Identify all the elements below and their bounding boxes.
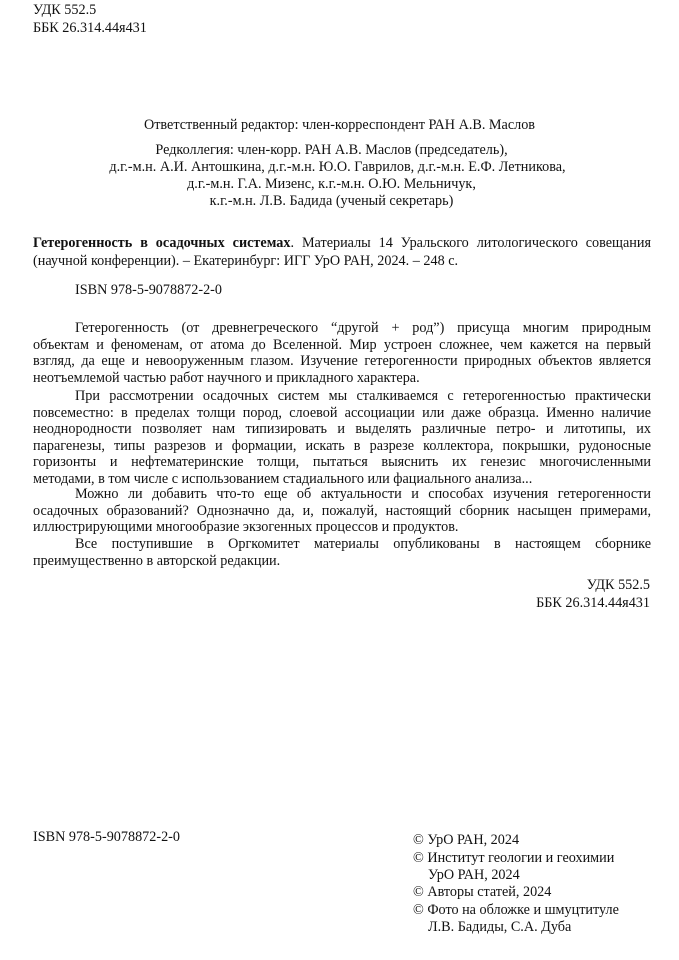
board-line: к.г.-м.н. Л.В. Бадида (ученый секретарь)	[209, 193, 454, 209]
paragraph-line: Гетерогенность (от древнегреческого “другой + род”) присуща многим природным	[75, 320, 651, 336]
citation-text: . Материалы 14 Уральского литологического совещания	[290, 235, 651, 251]
isbn: ISBN 978-5-9078872-2-0	[75, 282, 222, 298]
board-line: д.г.-м.н. Г.А. Мизенс, к.г.-м.н. О.Ю. Мельничук,	[187, 176, 476, 192]
paragraph-line: преимущественно в авторской редакции.	[33, 552, 281, 569]
board-line: Редколлегия: член-корр. РАН А.В. Маслов (председатель),	[155, 142, 508, 158]
copyright: © Институт геологии и геохимии	[413, 850, 615, 866]
paragraph-line: парагенезы, типы разрезов и формации, искать в разрезе коллектора, покрышки, рудоносные	[33, 437, 651, 454]
copyright: Л.В. Бадиды, С.А. Дуба	[428, 919, 572, 935]
book-title: Гетерогенность в осадочных системах	[33, 235, 291, 251]
udk-code: УДК 552.5	[586, 577, 650, 593]
paragraph-line: иллюстрирующими многообразие экзогенных процессов и продуктов.	[33, 519, 459, 535]
paragraph-line: При рассмотрении осадочных систем мы сталкиваемся с гетерогенностью практически	[75, 388, 651, 404]
copyright: © Фото на обложке и шмуцтитуле	[413, 902, 619, 918]
responsible-editor: Ответственный редактор: член-корреспондент РАН А.В. Маслов	[143, 117, 536, 133]
paragraph-line: осадочных образований? Однозначно да, и, пожалуй, настоящий сборник насыщен примерами,	[33, 502, 651, 519]
paragraph-line: методами, в том числе с использованием стадиального или фациального анализа...	[33, 470, 533, 487]
paragraph-line: Все поступившие в Оргкомитет материалы опубликованы в настоящем сборнике	[75, 536, 651, 552]
bbk-code-top: ББК 26.314.44я431	[33, 20, 147, 36]
copyright: © Авторы статей, 2024	[413, 884, 552, 900]
copyright: © УрО РАН, 2024	[413, 832, 520, 848]
paragraph-line: неоднородности позволяет нам типизировать и выделять различные петро- и литотипы, их	[33, 421, 651, 437]
paragraph-line: неотъемлемой частью работ научного и прикладного характера.	[33, 369, 420, 386]
paragraph-line: объектам и феноменам, от атома до Вселенной. Мир устроен сложнее, чем кажется на первый	[33, 336, 651, 353]
paragraph-line: Можно ли добавить что-то еще об актуальности и способах изучения гетерогенности	[75, 486, 651, 502]
bbk-code: ББК 26.314.44я431	[536, 595, 650, 611]
citation-line-2: (научной конференции). – Екатеринбург: ИГГ УрО РАН, 2024. – 248 с.	[33, 253, 459, 269]
board-line: д.г.-м.н. А.И. Антошкина, д.г.-м.н. Ю.О. Гаврилов, д.г.-м.н. Е.Ф. Летникова,	[109, 159, 566, 175]
paragraph-line: горизонты и нефтематеринские толщи, пытаться выяснить их генезис многочисленными	[33, 454, 651, 470]
isbn-bottom: ISBN 978-5-9078872-2-0	[33, 829, 180, 845]
paragraph-line: повсеместно: в пределах толщи пород, слоевой ассоциации или даже образца. Именно наличие	[33, 404, 651, 421]
copyright: УрО РАН, 2024	[428, 867, 520, 883]
paragraph-line: взгляд, да еще и невооруженным глазом. Изучение гетерогенности природных объектов является	[33, 353, 651, 369]
udk-code-top: УДК 552.5	[33, 2, 97, 18]
citation-line	[33, 235, 651, 252]
